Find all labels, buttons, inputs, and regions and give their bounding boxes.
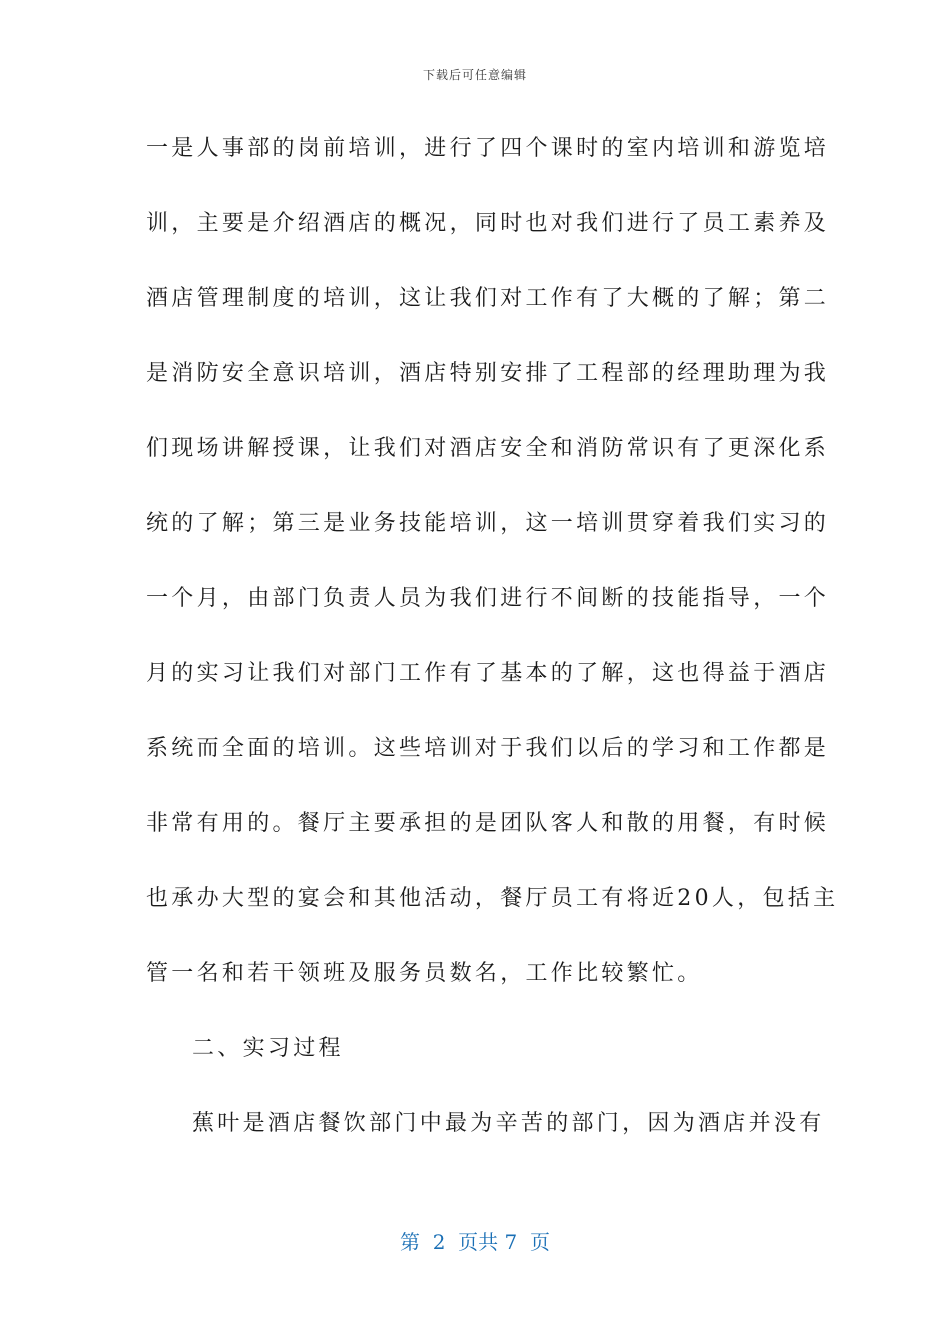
body-line: 一个月，由部门负责人员为我们进行不间断的技能指导，一个 <box>146 586 830 611</box>
section-first-line: 蕉叶是酒店餐饮部门中最为辛苦的部门，因为酒店并没有 <box>192 1111 825 1136</box>
body-line: 一是人事部的岗前培训，进行了四个课时的室内培训和游览培 <box>146 136 830 161</box>
body-line: 月的实习让我们对部门工作有了基本的了解，这也得益于酒店 <box>146 661 830 686</box>
body-line: 管一名和若干领班及服务员数名，工作比较繁忙。 <box>146 961 703 986</box>
body-line: 系统而全面的培训。这些培训对于我们以后的学习和工作都是 <box>146 736 830 761</box>
body-line: 统的了解；第三是业务技能培训，这一培训贯穿着我们实习的 <box>146 511 830 536</box>
body-line: 非常有用的。餐厅主要承担的是团队客人和散的用餐，有时候 <box>146 811 830 836</box>
page-number-footer: 第 2 页共 7 页 <box>400 1230 550 1254</box>
body-line: 们现场讲解授课，让我们对酒店安全和消防常识有了更深化系 <box>146 436 830 461</box>
page-header-note: 下载后可任意编辑 <box>422 68 527 82</box>
body-line: 训，主要是介绍酒店的概况，同时也对我们进行了员工素养及 <box>146 211 830 236</box>
section-heading: 二、实习过程 <box>192 1036 344 1061</box>
body-line: 酒店管理制度的培训，这让我们对工作有了大概的了解；第二 <box>146 286 830 311</box>
body-line: 也承办大型的宴会和其他活动，餐厅员工有将近20人，包括主 <box>146 886 839 911</box>
body-line: 是消防安全意识培训，酒店特别安排了工程部的经理助理为我 <box>146 361 830 386</box>
